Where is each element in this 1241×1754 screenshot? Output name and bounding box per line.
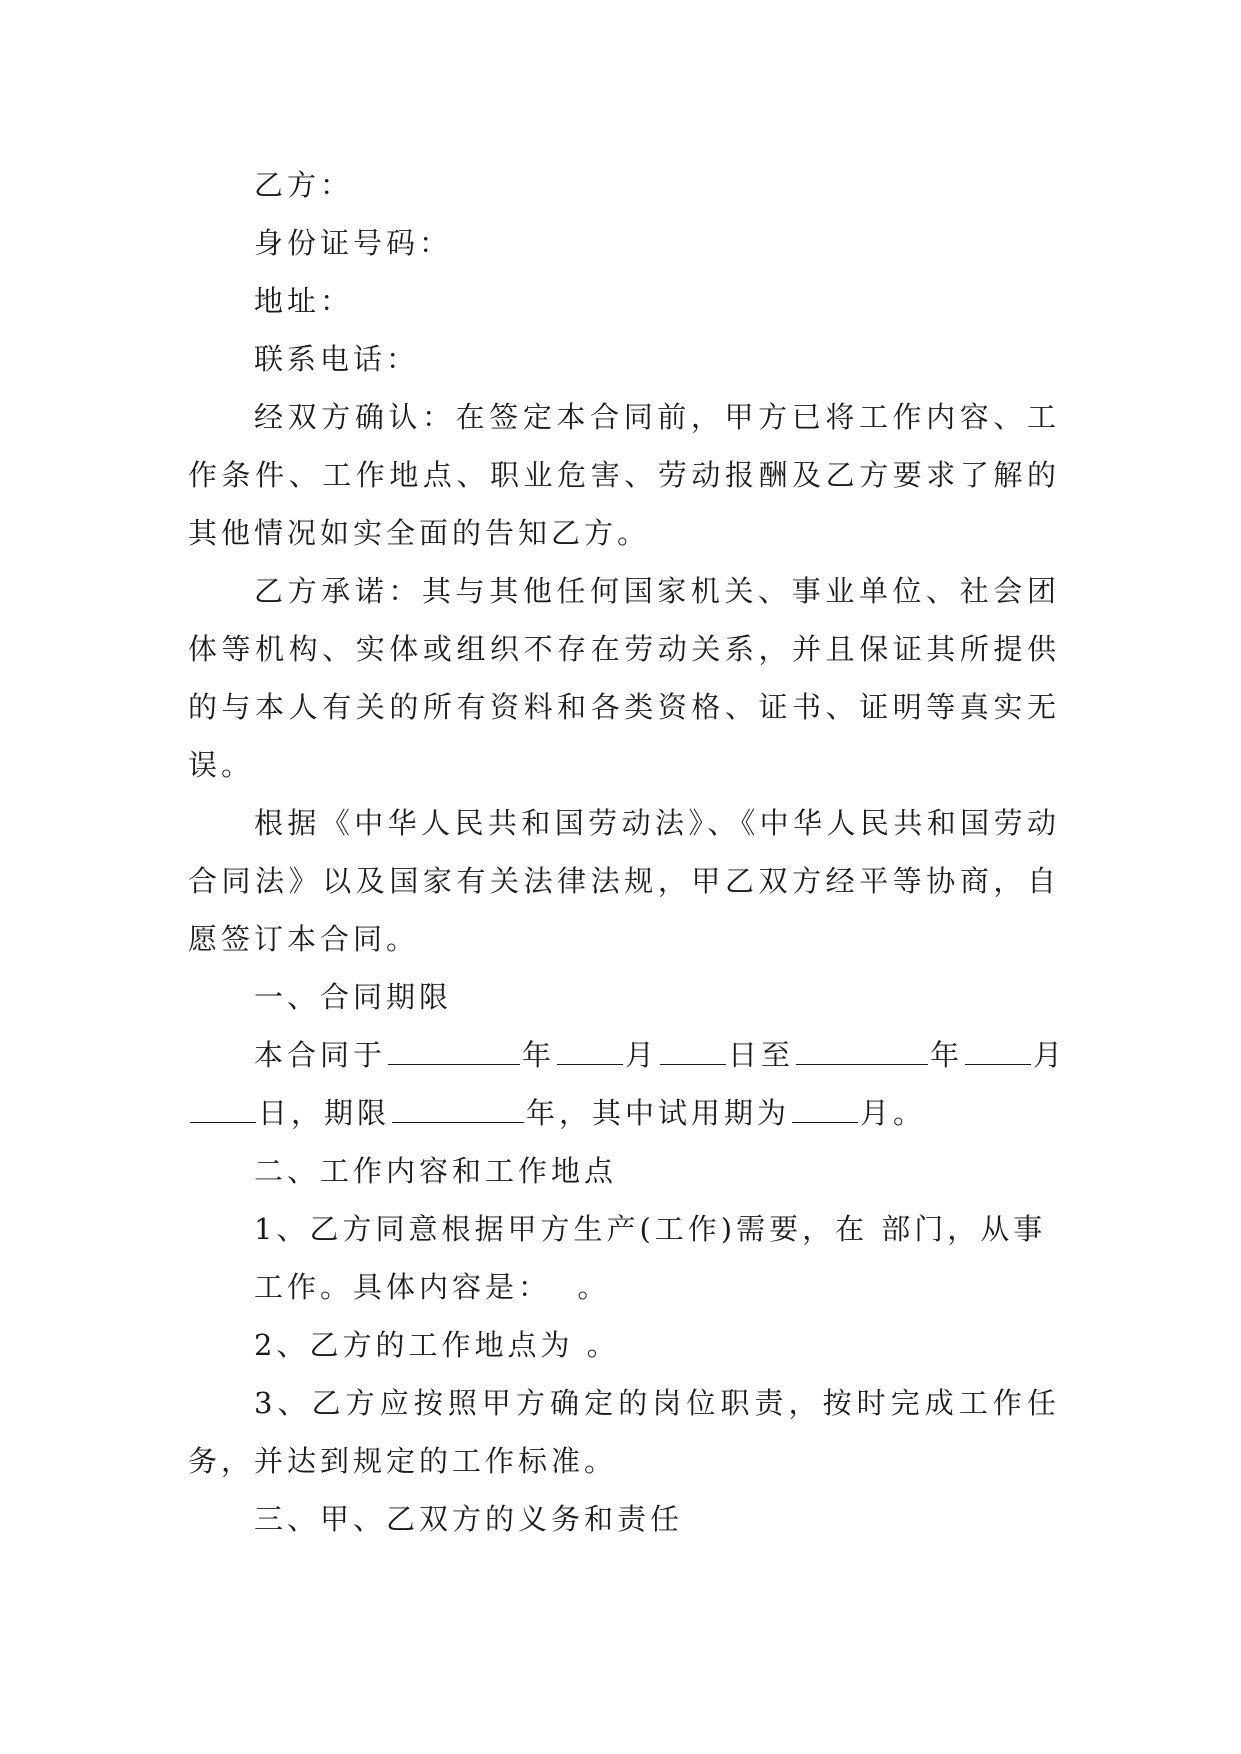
start-month-blank [557, 1034, 623, 1065]
probation-months-blank [792, 1092, 858, 1123]
item-1-line-2: 工作。具体内容是： 。 [254, 1270, 611, 1304]
term-text-f: 月 [1033, 1038, 1067, 1072]
start-year-blank [388, 1034, 520, 1065]
contract-term-line-1 [188, 1026, 1067, 1084]
legal-basis-paragraph: 根据《中华人民共和国劳动法》、《中华人民共和国劳动合同法》以及国家有关法律法规，甲乙双方经平等协商，自愿签订本合同。 [188, 806, 1060, 956]
item-1-line-1: 1、乙方同意根据甲方生产(工作)需要，在 部门，从事 [254, 1212, 1047, 1246]
promise-paragraph: 乙方承诺：其与其他任何国家机关、事业单位、社会团体等机构、实体或组织不存在劳动关系，并且保证其所提供的与本人有关的所有资料和各类资格、证书、证明等真实无误。 [188, 574, 1060, 782]
party-b-label: 乙方： [254, 168, 354, 202]
address-label: 地址： [254, 284, 354, 318]
start-day-blank [660, 1034, 726, 1065]
term-text-c: 月 [625, 1038, 659, 1072]
duration-years-blank [392, 1092, 524, 1123]
term-text-e: 年 [930, 1038, 964, 1072]
contract-term-paragraph [188, 1026, 1067, 1142]
section-3-title: 三、甲、乙双方的义务和责任 [254, 1502, 684, 1536]
term-text-a: 本合同于 [254, 1038, 387, 1072]
confirmation-paragraph: 经双方确认：在签定本合同前，甲方已将工作内容、工作条件、工作地点、职业危害、劳动报酬及乙方要求了解的其他情况如实全面的告知乙方。 [188, 400, 1060, 550]
item-2: 2、乙方的工作地点为 。 [254, 1328, 620, 1362]
term-text-b: 年 [522, 1038, 556, 1072]
term-text-d: 日至 [728, 1038, 795, 1072]
end-year-blank [796, 1034, 928, 1065]
id-number-label: 身份证号码： [254, 226, 453, 260]
term-text-g: 日，期限 [258, 1096, 391, 1130]
end-day-blank [190, 1092, 256, 1123]
term-text-i: 月。 [860, 1096, 927, 1130]
end-month-blank [965, 1034, 1031, 1065]
section-1-title: 一、合同期限 [254, 980, 453, 1014]
term-text-h: 年，其中试用期为 [526, 1096, 791, 1130]
section-2-title: 二、工作内容和工作地点 [254, 1154, 618, 1188]
phone-label: 联系电话： [254, 342, 420, 376]
contract-term-line-2 [188, 1084, 1060, 1142]
item-3: 3、乙方应按照甲方确定的岗位职责，按时完成工作任务，并达到规定的工作标准。 [188, 1386, 1060, 1478]
contract-body [188, 156, 1067, 1548]
